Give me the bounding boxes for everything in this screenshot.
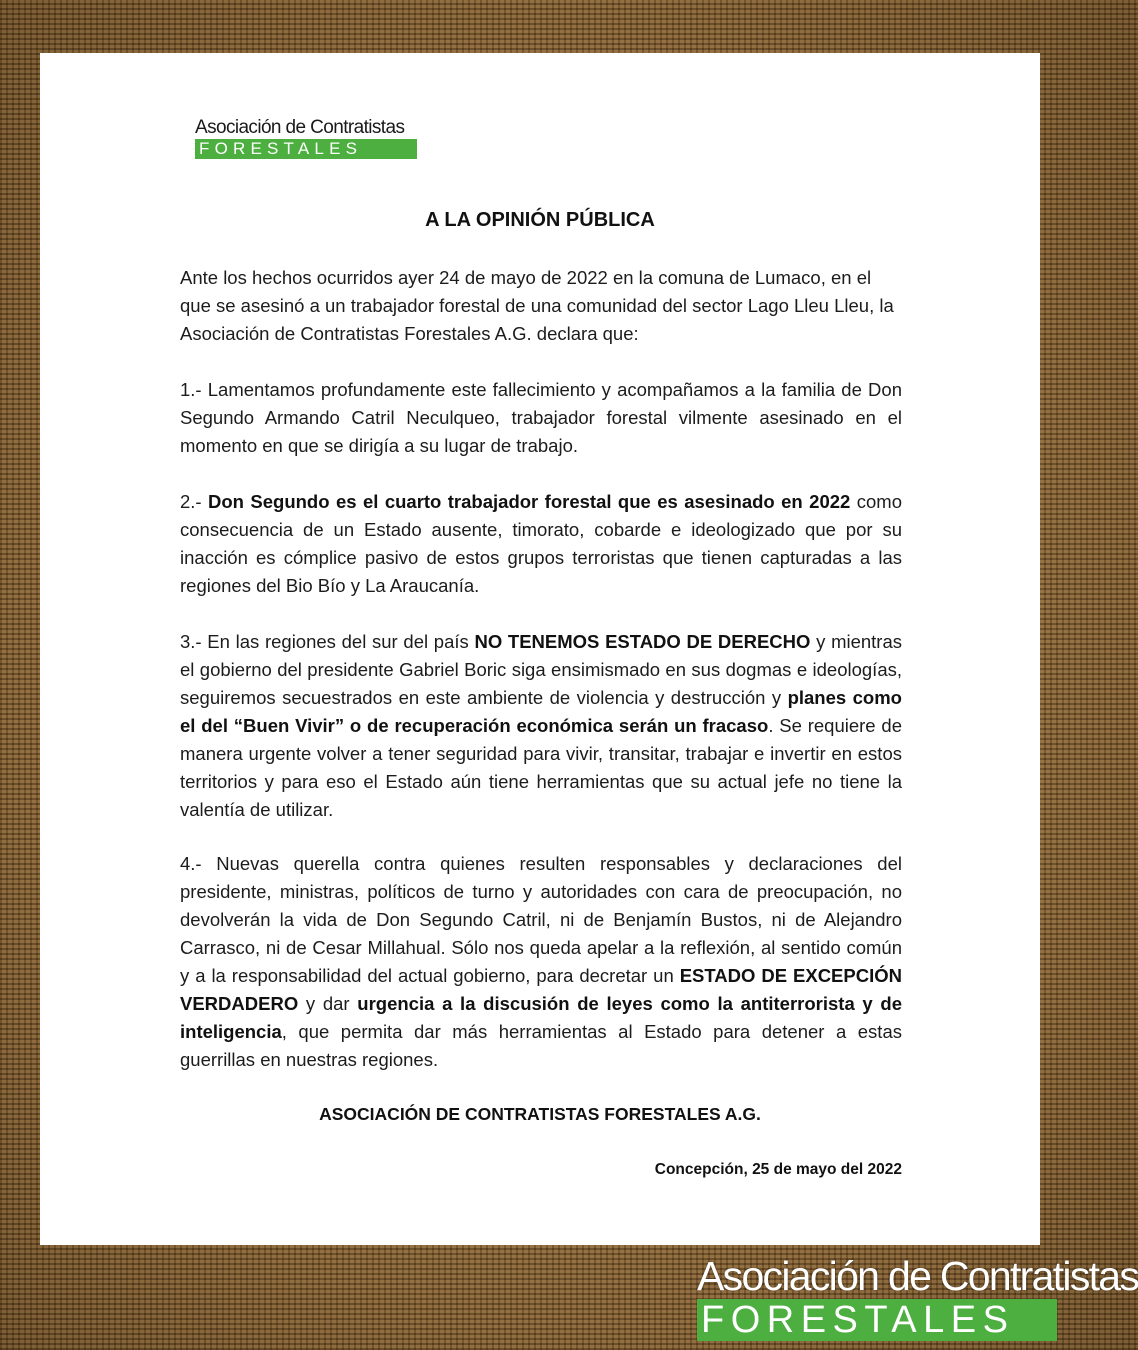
point-4-text-b: y dar — [298, 993, 358, 1014]
point-2-emphasis: Don Segundo es el cuarto trabajador forestal que es asesinado en 2022 — [208, 491, 851, 512]
watermark-logo — [697, 1253, 1138, 1343]
point-2-number: 2.- — [180, 491, 209, 512]
watermark-logo-line1: Asociación de Contratistas — [697, 1253, 1138, 1299]
point-3-emphasis-b: planes como el del “Buen Vivir” o de recuperación económica serán un fracaso — [180, 687, 902, 736]
point-4-text-a: 4.- Nuevas querella contra quienes resulten responsables y declaraciones del presidente, ministras, políticos de turno y autoridades con cara de preocupación, no devolverán la vida de Don Segundo Catril, ni de Benjamín Bustos, ni de Alejandro Carrasco, ni de Cesar Millahual. Sólo nos queda apelar a la reflexión, al sentido común y a la responsabilidad del actual gobierno, para decretar un — [180, 853, 902, 986]
document-sheet — [40, 53, 1040, 1245]
point-3-text-b: y mientras el gobierno del presidente Gabriel Boric siga ensimismado en sus dogmas e ideologías, seguiremos secuestrados en este ambiente de violencia y destrucción y — [180, 631, 903, 708]
association-logo — [195, 117, 417, 159]
point-4-emphasis-a: ESTADO DE EXCEPCIÓN VERDADERO — [180, 965, 902, 1014]
point-4-emphasis-b: urgencia a la discusión de leyes como la antiterrorista y de inteligencia — [180, 993, 902, 1042]
point-2-paragraph — [180, 488, 902, 600]
signature: ASOCIACIÓN DE CONTRATISTAS FORESTALES A.G. — [319, 1104, 761, 1124]
point-1-text: 1.- Lamentamos profundamente este fallecimiento y acompañamos a la familia de Don Segundo Armando Catril Neculqueo, trabajador forestal vilmente asesinado en el momento en que se dirigía a su lugar de trabajo. — [180, 379, 902, 456]
logo-text-line1: Asociación de Contratistas — [195, 117, 405, 138]
page-title: A LA OPINIÓN PÚBLICA — [425, 209, 655, 231]
watermark-logo-line2: FORESTALES — [697, 1299, 1057, 1341]
point-3-text-a: 3.- En las regiones del sur del país — [180, 631, 475, 652]
logo-text-line2: FORESTALES — [195, 139, 417, 159]
point-4-paragraph — [180, 850, 902, 1074]
date-line: Concepción, 25 de mayo del 2022 — [654, 1161, 902, 1178]
point-3-paragraph — [180, 628, 902, 824]
point-3-text-c: . Se requiere de manera urgente volver a tener seguridad para vivir, transitar, trabajar e invertir en estos territorios y para eso el Estado aún tiene herramientas que su actual jefe no tiene la valentía de utilizar. — [180, 715, 902, 820]
point-3-emphasis-a: NO TENEMOS ESTADO DE DERECHO — [474, 631, 811, 652]
point-1-paragraph — [180, 376, 902, 460]
intro-paragraph: Ante los hechos ocurridos ayer 24 de mayo de 2022 en la comuna de Lumaco, en el que se asesinó a un trabajador forestal de una comunidad del sector Lago Lleu Lleu, la Asociación de Contratistas Forestales A.G. declara que: — [180, 267, 894, 344]
point-4-text-c: , que permita dar más herramientas al Estado para detener a estas guerrillas en nuestras regiones. — [180, 1021, 902, 1070]
point-2-text: como consecuencia de un Estado ausente, timorato, cobarde e ideologizado que por su inacción es cómplice pasivo de estos grupos terroristas que tienen capturadas a las regiones del Bio Bío y La Araucanía. — [180, 491, 902, 596]
